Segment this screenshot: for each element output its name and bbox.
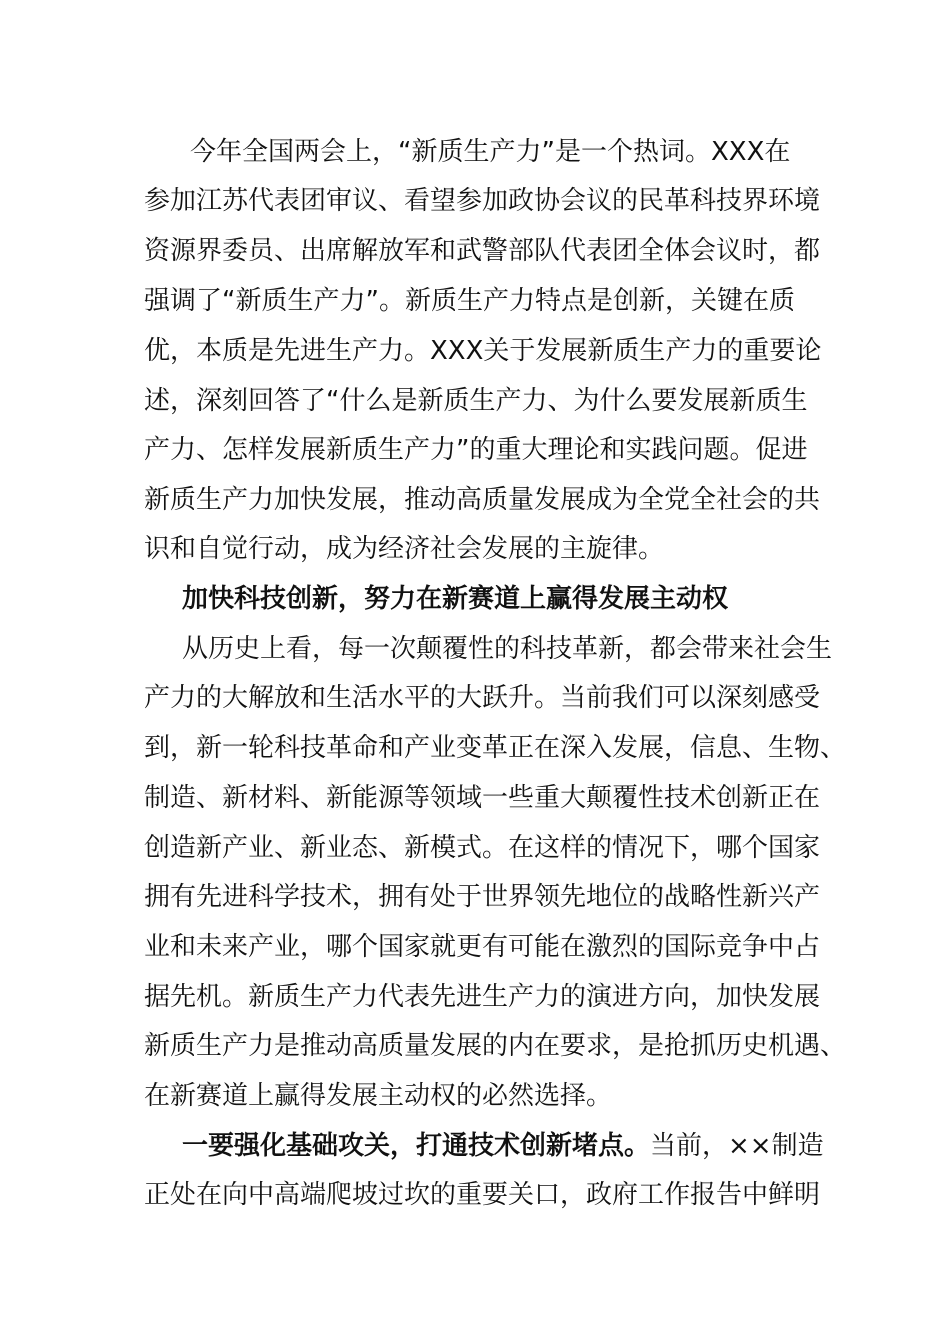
text-line: 在新赛道上赢得发展主动权的必然选择。 <box>144 1081 613 1111</box>
text-line: 今年全国两会上，“新质生产力”是一个热词。XXX在 <box>190 137 791 167</box>
text-line: 产力的大解放和生活水平的大跃升。当前我们可以深刻感受 <box>144 683 821 713</box>
text-line: 到，新一轮科技革命和产业变革正在深入发展，信息、生物、 <box>144 733 847 763</box>
text-line: 制造、新材料、新能源等领域一些重大颠覆性技术创新正在 <box>144 783 821 813</box>
text-line: 业和未来产业，哪个国家就更有可能在激烈的国际竞争中占 <box>144 932 821 962</box>
section-heading: 加快科技创新，努力在新赛道上赢得发展主动权 <box>182 584 729 614</box>
bold-lead-text: 一要强化基础攻关，打通技术创新堵点。 <box>182 1131 651 1161</box>
body-text: 当前，××制造 <box>650 1131 824 1161</box>
text-line: 创造新产业、新业态、新模式。在这样的情况下，哪个国家 <box>144 833 821 863</box>
text-line: 优，本质是先进生产力。XXX关于发展新质生产力的重要论 <box>144 336 822 366</box>
text-line: 强调了“新质生产力”。新质生产力特点是创新，关键在质 <box>144 286 795 316</box>
text-line: 新质生产力加快发展，推动高质量发展成为全党全社会的共 <box>144 485 821 515</box>
text-line: 述，深刻回答了“什么是新质生产力、为什么要发展新质生 <box>144 386 808 416</box>
text-line: 拥有先进科学技术，拥有处于世界领先地位的战略性新兴产 <box>144 882 821 912</box>
text-line: 正处在向中高端爬坡过坎的重要关口，政府工作报告中鲜明 <box>144 1180 821 1210</box>
text-line: 据先机。新质生产力代表先进生产力的演进方向，加快发展 <box>144 982 821 1012</box>
text-line: 参加江苏代表团审议、看望参加政协会议的民革科技界环境 <box>144 186 821 216</box>
text-line: 资源界委员、出席解放军和武警部队代表团全体会议时，都 <box>144 236 821 266</box>
text-line: 产力、怎样发展新质生产力”的重大理论和实践问题。促进 <box>144 435 808 465</box>
text-line: 识和自觉行动，成为经济社会发展的主旋律。 <box>144 534 665 564</box>
text-line: 新质生产力是推动高质量发展的内在要求，是抢抓历史机遇、 <box>144 1031 847 1061</box>
text-line: 从历史上看，每一次颠覆性的科技革新，都会带来社会生 <box>182 634 833 664</box>
text-line <box>182 1121 824 1171</box>
